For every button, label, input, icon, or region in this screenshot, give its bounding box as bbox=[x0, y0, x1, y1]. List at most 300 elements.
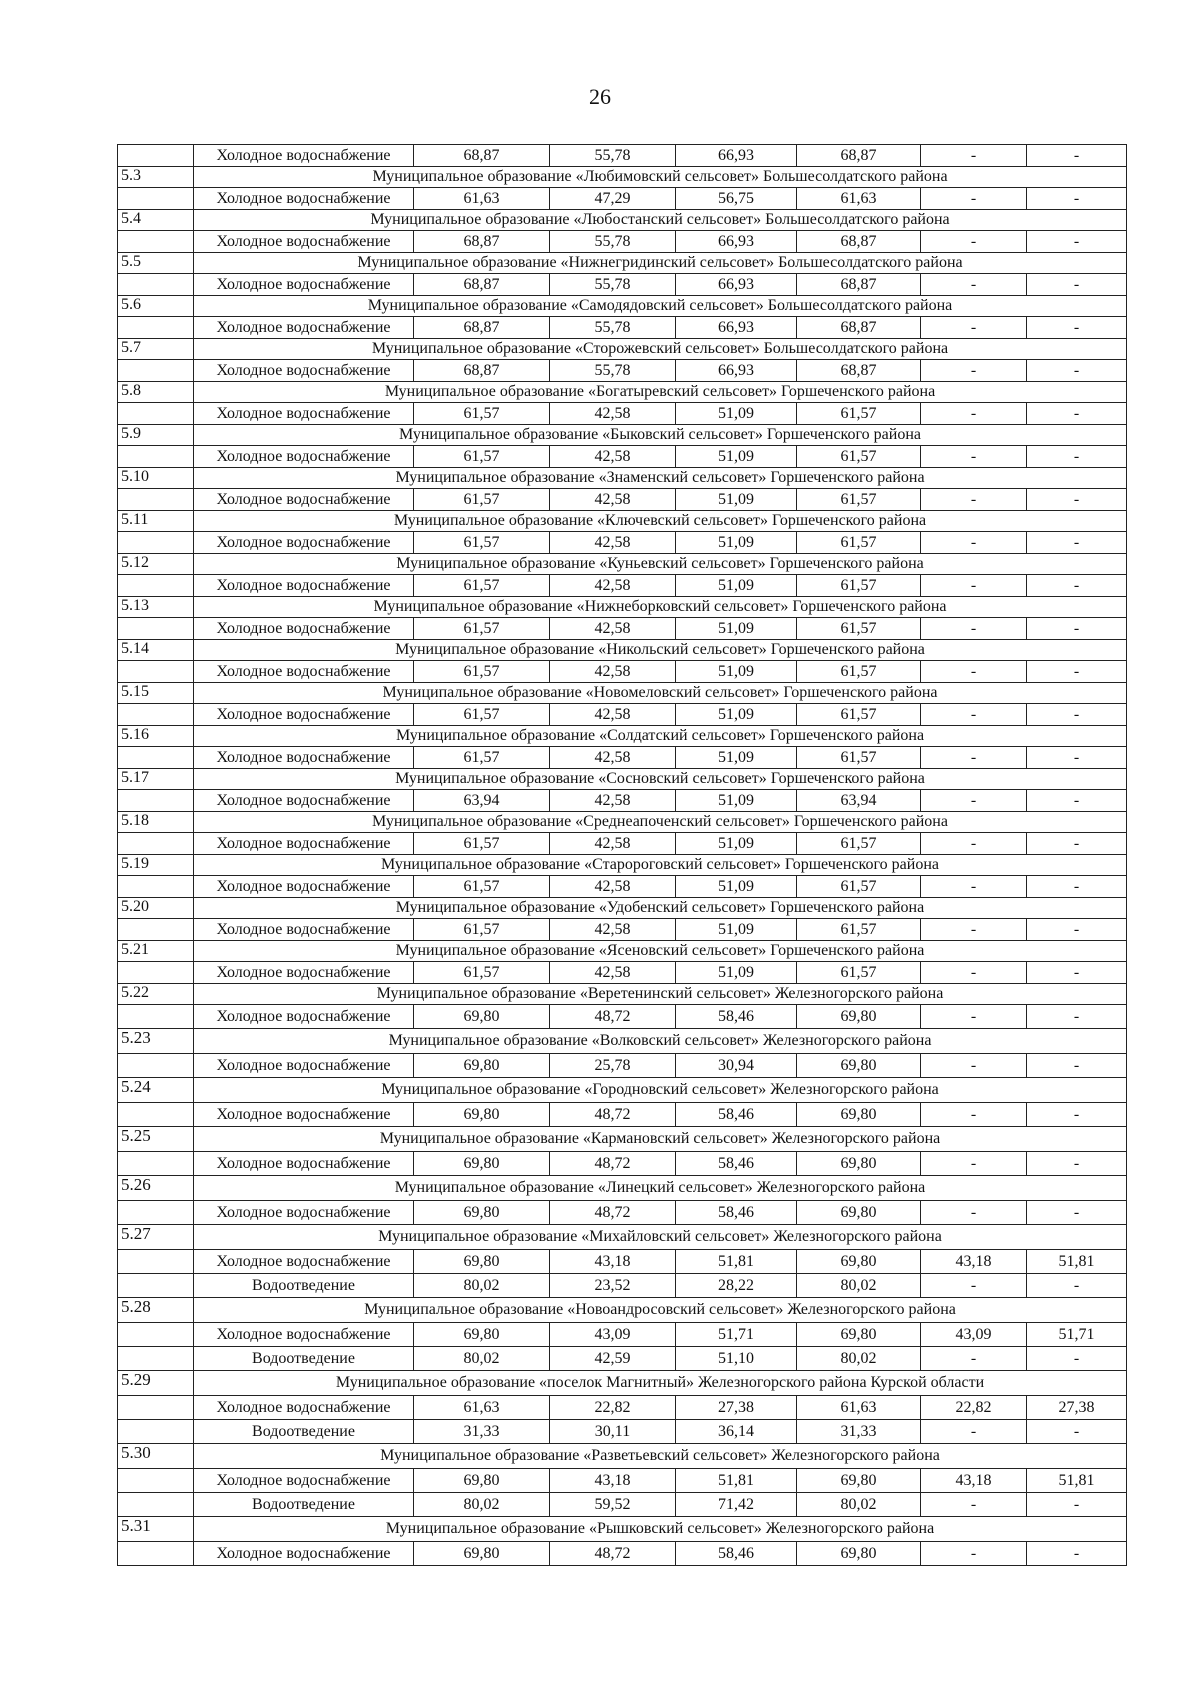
section-number: 5.11 bbox=[118, 511, 194, 532]
service-row bbox=[118, 360, 1127, 382]
tariff-value: 80,02 bbox=[414, 1493, 550, 1517]
tariff-value: 22,82 bbox=[550, 1396, 676, 1420]
tariff-value: - bbox=[1027, 1274, 1127, 1298]
tariff-value: - bbox=[921, 1347, 1027, 1371]
tariff-value: 48,72 bbox=[550, 1542, 676, 1566]
section-header-row bbox=[118, 984, 1127, 1005]
tariff-value: 66,93 bbox=[676, 231, 797, 253]
tariff-value: - bbox=[921, 1274, 1027, 1298]
section-title: Муниципальное образование «Веретенинский сельсовет» Железногорского района bbox=[194, 984, 1127, 1005]
section-number: 5.29 bbox=[118, 1371, 194, 1396]
tariff-value: - bbox=[921, 274, 1027, 296]
tariff-value: 42,58 bbox=[550, 575, 676, 597]
tariff-value: 51,09 bbox=[676, 876, 797, 898]
tariff-value: 58,46 bbox=[676, 1005, 797, 1029]
section-number: 5.7 bbox=[118, 339, 194, 360]
section-header-row bbox=[118, 1029, 1127, 1054]
tariff-value: - bbox=[921, 661, 1027, 683]
section-title: Муниципальное образование «Любимовский сельсовет» Большесолдатского района bbox=[194, 167, 1127, 188]
tariff-value: 61,57 bbox=[797, 876, 921, 898]
tariff-value: - bbox=[1027, 919, 1127, 941]
section-number: 5.25 bbox=[118, 1127, 194, 1152]
service-name: Холодное водоснабжение bbox=[194, 1542, 414, 1566]
tariff-value: 48,72 bbox=[550, 1005, 676, 1029]
tariff-value: 58,46 bbox=[676, 1152, 797, 1176]
section-header-row bbox=[118, 554, 1127, 575]
service-row bbox=[118, 274, 1127, 296]
tariff-value: 61,57 bbox=[414, 661, 550, 683]
tariff-value: 61,57 bbox=[414, 876, 550, 898]
service-row bbox=[118, 1250, 1127, 1274]
empty-number-cell bbox=[118, 1493, 194, 1517]
tariff-value: 69,80 bbox=[797, 1201, 921, 1225]
tariff-value: 51,09 bbox=[676, 489, 797, 511]
section-title: Муниципальное образование «Городновский сельсовет» Железногорского района bbox=[194, 1078, 1127, 1103]
tariff-value: - bbox=[1027, 489, 1127, 511]
tariff-value: - bbox=[921, 446, 1027, 468]
tariff-value: - bbox=[1027, 1542, 1127, 1566]
section-number: 5.17 bbox=[118, 769, 194, 790]
section-number: 5.30 bbox=[118, 1444, 194, 1469]
section-number: 5.27 bbox=[118, 1225, 194, 1250]
tariff-value: 61,57 bbox=[414, 489, 550, 511]
section-title: Муниципальное образование «Сторожевский сельсовет» Большесолдатского района bbox=[194, 339, 1127, 360]
tariff-value: 42,58 bbox=[550, 833, 676, 855]
tariff-value: 27,38 bbox=[676, 1396, 797, 1420]
tariff-value: 42,58 bbox=[550, 618, 676, 640]
empty-number-cell bbox=[118, 1103, 194, 1127]
tariff-value: 61,63 bbox=[797, 188, 921, 210]
tariff-value: - bbox=[921, 1103, 1027, 1127]
section-number: 5.22 bbox=[118, 984, 194, 1005]
service-row bbox=[118, 1103, 1127, 1127]
empty-number-cell bbox=[118, 1250, 194, 1274]
tariff-value: 61,57 bbox=[797, 403, 921, 425]
tariff-value: 69,80 bbox=[797, 1323, 921, 1347]
tariff-value: 61,57 bbox=[414, 618, 550, 640]
service-row bbox=[118, 1347, 1127, 1371]
section-number: 5.10 bbox=[118, 468, 194, 489]
tariff-value: 42,58 bbox=[550, 704, 676, 726]
tariff-value: 69,80 bbox=[414, 1054, 550, 1078]
section-title: Муниципальное образование «Новоандросовский сельсовет» Железногорского района bbox=[194, 1298, 1127, 1323]
tariff-value: 61,57 bbox=[797, 532, 921, 554]
section-title: Муниципальное образование «Ясеновский сельсовет» Горшеченского района bbox=[194, 941, 1127, 962]
tariff-value: 61,63 bbox=[797, 1396, 921, 1420]
tariff-value: 51,09 bbox=[676, 446, 797, 468]
table-body bbox=[118, 145, 1127, 1566]
section-number: 5.9 bbox=[118, 425, 194, 446]
section-header-row bbox=[118, 511, 1127, 532]
service-name: Холодное водоснабжение bbox=[194, 704, 414, 726]
tariff-value: 31,33 bbox=[797, 1420, 921, 1444]
section-header-row bbox=[118, 683, 1127, 704]
service-name: Холодное водоснабжение bbox=[194, 575, 414, 597]
tariff-value: 61,57 bbox=[797, 833, 921, 855]
service-name: Холодное водоснабжение bbox=[194, 919, 414, 941]
service-row bbox=[118, 1005, 1127, 1029]
tariff-value: 42,58 bbox=[550, 661, 676, 683]
tariff-value: 68,87 bbox=[797, 231, 921, 253]
tariff-value: - bbox=[1027, 1420, 1127, 1444]
tariff-value: - bbox=[1027, 188, 1127, 210]
empty-number-cell bbox=[118, 1054, 194, 1078]
service-name: Холодное водоснабжение bbox=[194, 446, 414, 468]
section-number: 5.13 bbox=[118, 597, 194, 618]
service-row bbox=[118, 962, 1127, 984]
tariff-value: 61,57 bbox=[797, 704, 921, 726]
tariff-value: 69,80 bbox=[414, 1005, 550, 1029]
tariff-value: - bbox=[921, 1152, 1027, 1176]
tariff-value: 69,80 bbox=[797, 1542, 921, 1566]
tariff-value: 55,78 bbox=[550, 145, 676, 167]
tariff-value: - bbox=[1027, 1493, 1127, 1517]
tariff-value: 80,02 bbox=[414, 1274, 550, 1298]
service-name: Водоотведение bbox=[194, 1493, 414, 1517]
tariff-value: - bbox=[1027, 1152, 1127, 1176]
section-number: 5.12 bbox=[118, 554, 194, 575]
tariff-value: - bbox=[921, 704, 1027, 726]
tariff-value: 80,02 bbox=[797, 1347, 921, 1371]
tariff-value: - bbox=[1027, 1005, 1127, 1029]
tariff-value: 51,81 bbox=[676, 1469, 797, 1493]
tariff-value: 51,09 bbox=[676, 618, 797, 640]
empty-number-cell bbox=[118, 1005, 194, 1029]
service-name: Холодное водоснабжение bbox=[194, 747, 414, 769]
service-row bbox=[118, 1274, 1127, 1298]
section-title: Муниципальное образование «Рышковский сельсовет» Железногорского района bbox=[194, 1517, 1127, 1542]
empty-number-cell bbox=[118, 532, 194, 554]
section-title: Муниципальное образование «Куньевский сельсовет» Горшеченского района bbox=[194, 554, 1127, 575]
tariff-value: 61,57 bbox=[414, 962, 550, 984]
tariff-value: 61,57 bbox=[414, 919, 550, 941]
section-title: Муниципальное образование «Старороговский сельсовет» Горшеченского района bbox=[194, 855, 1127, 876]
tariff-value: - bbox=[921, 231, 1027, 253]
tariff-value: - bbox=[1027, 532, 1127, 554]
tariff-value: 43,18 bbox=[921, 1250, 1027, 1274]
tariff-value: 61,57 bbox=[797, 919, 921, 941]
service-row bbox=[118, 575, 1127, 597]
tariff-value: 69,80 bbox=[797, 1054, 921, 1078]
section-title: Муниципальное образование «Михайловский сельсовет» Железногорского района bbox=[194, 1225, 1127, 1250]
service-row bbox=[118, 1323, 1127, 1347]
service-row bbox=[118, 317, 1127, 339]
tariff-table bbox=[117, 144, 1127, 1566]
service-row bbox=[118, 747, 1127, 769]
service-row bbox=[118, 403, 1127, 425]
tariff-value: - bbox=[1027, 575, 1127, 597]
tariff-value: 42,58 bbox=[550, 876, 676, 898]
tariff-value: 51,09 bbox=[676, 962, 797, 984]
section-title: Муниципальное образование «Ключевский сельсовет» Горшеченского района bbox=[194, 511, 1127, 532]
section-title: Муниципальное образование «Волковский сельсовет» Железногорского района bbox=[194, 1029, 1127, 1054]
service-name: Холодное водоснабжение bbox=[194, 1201, 414, 1225]
tariff-value: 61,57 bbox=[797, 446, 921, 468]
tariff-value: - bbox=[921, 1005, 1027, 1029]
tariff-value: 51,71 bbox=[676, 1323, 797, 1347]
section-header-row bbox=[118, 941, 1127, 962]
tariff-value: - bbox=[921, 188, 1027, 210]
section-number: 5.19 bbox=[118, 855, 194, 876]
section-number: 5.20 bbox=[118, 898, 194, 919]
tariff-value: 51,81 bbox=[1027, 1469, 1127, 1493]
tariff-value: 55,78 bbox=[550, 231, 676, 253]
section-header-row bbox=[118, 1078, 1127, 1103]
tariff-value: - bbox=[921, 1201, 1027, 1225]
section-number: 5.26 bbox=[118, 1176, 194, 1201]
tariff-value: - bbox=[1027, 274, 1127, 296]
tariff-value: 61,57 bbox=[797, 661, 921, 683]
section-title: Муниципальное образование «Нижнегридинский сельсовет» Большесолдатского района bbox=[194, 253, 1127, 274]
empty-number-cell bbox=[118, 747, 194, 769]
tariff-value: 42,58 bbox=[550, 446, 676, 468]
section-header-row bbox=[118, 1127, 1127, 1152]
tariff-value: - bbox=[1027, 833, 1127, 855]
empty-number-cell bbox=[118, 704, 194, 726]
empty-number-cell bbox=[118, 360, 194, 382]
tariff-value: 61,57 bbox=[797, 618, 921, 640]
section-number: 5.8 bbox=[118, 382, 194, 403]
tariff-value: 61,63 bbox=[414, 188, 550, 210]
tariff-value: - bbox=[1027, 747, 1127, 769]
tariff-value: 63,94 bbox=[797, 790, 921, 812]
section-title: Муниципальное образование «Любостанский сельсовет» Большесолдатского района bbox=[194, 210, 1127, 231]
tariff-value: 68,87 bbox=[414, 317, 550, 339]
service-row bbox=[118, 446, 1127, 468]
section-header-row bbox=[118, 812, 1127, 833]
empty-number-cell bbox=[118, 1542, 194, 1566]
empty-number-cell bbox=[118, 876, 194, 898]
section-number: 5.23 bbox=[118, 1029, 194, 1054]
tariff-value: - bbox=[1027, 446, 1127, 468]
empty-number-cell bbox=[118, 575, 194, 597]
tariff-value: - bbox=[921, 575, 1027, 597]
service-name: Водоотведение bbox=[194, 1347, 414, 1371]
empty-number-cell bbox=[118, 145, 194, 167]
tariff-value: - bbox=[921, 532, 1027, 554]
section-header-row bbox=[118, 253, 1127, 274]
tariff-value: 68,87 bbox=[797, 274, 921, 296]
tariff-value: 69,80 bbox=[414, 1542, 550, 1566]
tariff-value: - bbox=[921, 360, 1027, 382]
tariff-value: 42,58 bbox=[550, 403, 676, 425]
tariff-value: - bbox=[921, 833, 1027, 855]
section-number: 5.14 bbox=[118, 640, 194, 661]
section-number: 5.4 bbox=[118, 210, 194, 231]
tariff-value: 69,80 bbox=[797, 1103, 921, 1127]
service-row bbox=[118, 489, 1127, 511]
tariff-value: 61,57 bbox=[797, 747, 921, 769]
tariff-value: 27,38 bbox=[1027, 1396, 1127, 1420]
tariff-value: 69,80 bbox=[414, 1201, 550, 1225]
section-title: Муниципальное образование «Линецкий сельсовет» Железногорского района bbox=[194, 1176, 1127, 1201]
service-name: Водоотведение bbox=[194, 1274, 414, 1298]
tariff-value: - bbox=[1027, 876, 1127, 898]
tariff-value: - bbox=[1027, 145, 1127, 167]
section-header-row bbox=[118, 1371, 1127, 1396]
tariff-value: 55,78 bbox=[550, 317, 676, 339]
empty-number-cell bbox=[118, 403, 194, 425]
empty-number-cell bbox=[118, 790, 194, 812]
tariff-value: 69,80 bbox=[797, 1005, 921, 1029]
tariff-value: - bbox=[921, 1542, 1027, 1566]
section-header-row bbox=[118, 1176, 1127, 1201]
tariff-value: - bbox=[1027, 360, 1127, 382]
section-title: Муниципальное образование «Знаменский сельсовет» Горшеченского района bbox=[194, 468, 1127, 489]
tariff-value: 68,87 bbox=[414, 231, 550, 253]
tariff-value: - bbox=[921, 790, 1027, 812]
tariff-value: - bbox=[1027, 1054, 1127, 1078]
section-header-row bbox=[118, 769, 1127, 790]
tariff-value: - bbox=[1027, 1103, 1127, 1127]
tariff-value: - bbox=[921, 1493, 1027, 1517]
empty-number-cell bbox=[118, 446, 194, 468]
service-name: Холодное водоснабжение bbox=[194, 231, 414, 253]
service-name: Холодное водоснабжение bbox=[194, 188, 414, 210]
tariff-value: 30,94 bbox=[676, 1054, 797, 1078]
tariff-value: 51,10 bbox=[676, 1347, 797, 1371]
tariff-value: 61,57 bbox=[414, 446, 550, 468]
section-title: Муниципальное образование «Удобенский сельсовет» Горшеченского района bbox=[194, 898, 1127, 919]
tariff-value: 36,14 bbox=[676, 1420, 797, 1444]
section-title: Муниципальное образование «Среднеапоченский сельсовет» Горшеченского района bbox=[194, 812, 1127, 833]
tariff-value: 43,09 bbox=[550, 1323, 676, 1347]
service-row bbox=[118, 790, 1127, 812]
section-number: 5.16 bbox=[118, 726, 194, 747]
section-header-row bbox=[118, 425, 1127, 446]
tariff-value: - bbox=[1027, 403, 1127, 425]
tariff-value: 63,94 bbox=[414, 790, 550, 812]
empty-number-cell bbox=[118, 489, 194, 511]
empty-number-cell bbox=[118, 317, 194, 339]
tariff-value: 61,57 bbox=[414, 704, 550, 726]
tariff-value: 66,93 bbox=[676, 360, 797, 382]
service-name: Холодное водоснабжение bbox=[194, 833, 414, 855]
tariff-value: - bbox=[921, 876, 1027, 898]
tariff-value: 69,80 bbox=[414, 1152, 550, 1176]
empty-number-cell bbox=[118, 1420, 194, 1444]
tariff-value: 42,59 bbox=[550, 1347, 676, 1371]
tariff-value: - bbox=[921, 919, 1027, 941]
section-number: 5.24 bbox=[118, 1078, 194, 1103]
empty-number-cell bbox=[118, 1347, 194, 1371]
service-name: Холодное водоснабжение bbox=[194, 962, 414, 984]
service-row bbox=[118, 145, 1127, 167]
service-name: Холодное водоснабжение bbox=[194, 1250, 414, 1274]
tariff-value: - bbox=[1027, 231, 1127, 253]
tariff-value: 61,57 bbox=[414, 403, 550, 425]
section-title: Муниципальное образование «Разветьевский сельсовет» Железногорского района bbox=[194, 1444, 1127, 1469]
tariff-value: 80,02 bbox=[797, 1274, 921, 1298]
tariff-value: 68,87 bbox=[797, 317, 921, 339]
empty-number-cell bbox=[118, 1323, 194, 1347]
service-name: Холодное водоснабжение bbox=[194, 145, 414, 167]
service-name: Холодное водоснабжение bbox=[194, 1005, 414, 1029]
tariff-value: 61,57 bbox=[414, 575, 550, 597]
tariff-value: 51,81 bbox=[1027, 1250, 1127, 1274]
tariff-value: - bbox=[1027, 1347, 1127, 1371]
section-title: Муниципальное образование «Самодядовский сельсовет» Большесолдатского района bbox=[194, 296, 1127, 317]
service-row bbox=[118, 876, 1127, 898]
tariff-value: 42,58 bbox=[550, 962, 676, 984]
tariff-value: 51,09 bbox=[676, 704, 797, 726]
tariff-value: - bbox=[921, 962, 1027, 984]
tariff-value: 58,46 bbox=[676, 1201, 797, 1225]
tariff-value: - bbox=[1027, 704, 1127, 726]
tariff-value: - bbox=[921, 317, 1027, 339]
tariff-value: 30,11 bbox=[550, 1420, 676, 1444]
empty-number-cell bbox=[118, 661, 194, 683]
section-header-row bbox=[118, 640, 1127, 661]
tariff-value: 61,57 bbox=[414, 532, 550, 554]
tariff-value: 69,80 bbox=[414, 1469, 550, 1493]
tariff-value: 61,57 bbox=[414, 747, 550, 769]
service-name: Холодное водоснабжение bbox=[194, 790, 414, 812]
service-row bbox=[118, 1493, 1127, 1517]
tariff-value: 51,09 bbox=[676, 919, 797, 941]
tariff-value: 42,58 bbox=[550, 919, 676, 941]
tariff-value: 31,33 bbox=[414, 1420, 550, 1444]
tariff-value: 55,78 bbox=[550, 274, 676, 296]
service-row bbox=[118, 1396, 1127, 1420]
service-name: Холодное водоснабжение bbox=[194, 661, 414, 683]
tariff-value: - bbox=[1027, 790, 1127, 812]
tariff-value: 61,57 bbox=[797, 575, 921, 597]
section-title: Муниципальное образование «Быковский сельсовет» Горшеченского района bbox=[194, 425, 1127, 446]
tariff-value: 68,87 bbox=[414, 360, 550, 382]
tariff-value: 23,52 bbox=[550, 1274, 676, 1298]
section-header-row bbox=[118, 855, 1127, 876]
section-header-row bbox=[118, 597, 1127, 618]
tariff-value: 68,87 bbox=[797, 145, 921, 167]
section-header-row bbox=[118, 167, 1127, 188]
tariff-value: - bbox=[1027, 962, 1127, 984]
service-name: Холодное водоснабжение bbox=[194, 532, 414, 554]
tariff-value: 47,29 bbox=[550, 188, 676, 210]
tariff-value: 48,72 bbox=[550, 1103, 676, 1127]
section-title: Муниципальное образование «Солдатский сельсовет» Горшеченского района bbox=[194, 726, 1127, 747]
service-row bbox=[118, 188, 1127, 210]
tariff-value: 69,80 bbox=[797, 1250, 921, 1274]
tariff-value: 69,80 bbox=[414, 1323, 550, 1347]
tariff-value: 61,57 bbox=[414, 833, 550, 855]
tariff-value: 42,58 bbox=[550, 489, 676, 511]
tariff-value: 43,18 bbox=[550, 1250, 676, 1274]
service-name: Холодное водоснабжение bbox=[194, 618, 414, 640]
service-name: Холодное водоснабжение bbox=[194, 360, 414, 382]
section-header-row bbox=[118, 726, 1127, 747]
tariff-value: 42,58 bbox=[550, 747, 676, 769]
service-name: Холодное водоснабжение bbox=[194, 403, 414, 425]
empty-number-cell bbox=[118, 1396, 194, 1420]
tariff-value: 51,81 bbox=[676, 1250, 797, 1274]
tariff-value: 42,58 bbox=[550, 790, 676, 812]
tariff-value: 42,58 bbox=[550, 532, 676, 554]
tariff-value: 69,80 bbox=[797, 1152, 921, 1176]
tariff-value: 51,71 bbox=[1027, 1323, 1127, 1347]
tariff-value: 43,09 bbox=[921, 1323, 1027, 1347]
empty-number-cell bbox=[118, 188, 194, 210]
tariff-value: 80,02 bbox=[414, 1347, 550, 1371]
section-header-row bbox=[118, 1517, 1127, 1542]
service-row bbox=[118, 919, 1127, 941]
service-name: Холодное водоснабжение bbox=[194, 1396, 414, 1420]
section-title: Муниципальное образование «Новомеловский сельсовет» Горшеченского района bbox=[194, 683, 1127, 704]
service-name: Водоотведение bbox=[194, 1420, 414, 1444]
tariff-value: 61,57 bbox=[797, 489, 921, 511]
empty-number-cell bbox=[118, 1469, 194, 1493]
tariff-value: - bbox=[921, 403, 1027, 425]
